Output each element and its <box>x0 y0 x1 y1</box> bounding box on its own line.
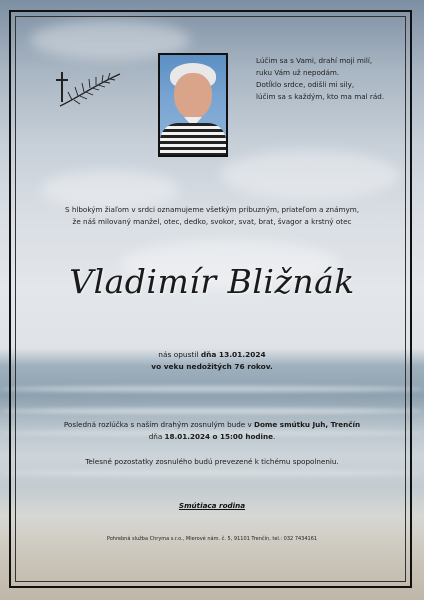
announcement-line: S hlbokým žiaľom v srdci oznamujeme všetkým príbuzným, priateľom a známym, <box>64 205 360 214</box>
poem-line: Lúčim sa s Vami, drahí moji milí, <box>256 56 373 65</box>
announcement <box>20 204 404 228</box>
deceased-name: Vladimír Bližnák <box>69 262 355 301</box>
death-prefix: nás opustil <box>158 350 201 359</box>
farewell-info <box>20 419 404 443</box>
farewell-place: Dome smútku Juh, Trenčín <box>254 420 361 429</box>
portrait-photo <box>158 53 228 157</box>
signature: Smútiaca rodina <box>178 501 246 510</box>
poem <box>256 55 406 103</box>
death-info <box>20 349 404 373</box>
farewell-date-prefix: dňa <box>148 432 165 441</box>
announcement-line: že náš milovaný manžel, otec, dedko, svokor, svat, brat, švagor a krstný otec <box>72 217 352 226</box>
poem-line: Dotĺklo srdce, odišli mi sily, <box>256 80 355 89</box>
death-age: vo veku nedožitých 76 rokov. <box>151 362 273 371</box>
farewell-date-time: 18.01.2024 o 15:00 hodine <box>164 432 273 441</box>
farewell-prefix: Posledná rozlúčka s naším drahým zosnulým bude v <box>63 420 255 429</box>
poem-line: ruku Vám už nepodám. <box>256 68 340 77</box>
death-date: dňa 13.01.2024 <box>200 350 266 359</box>
palm-branch-icon <box>52 70 124 110</box>
farewell-suffix: . <box>272 432 276 441</box>
footer-funeral-service: Pohrebná služba Chryma s.r.o., Mierové nám. č. 5, 91101 Trenčín, tel.: 032 7434161 <box>106 536 318 542</box>
poem-line: lúčim sa s každým, kto ma mal rád. <box>256 92 385 101</box>
remains-info: Telesné pozostatky zosnulého budú prevezené k tichému spopolneniu. <box>85 457 339 466</box>
